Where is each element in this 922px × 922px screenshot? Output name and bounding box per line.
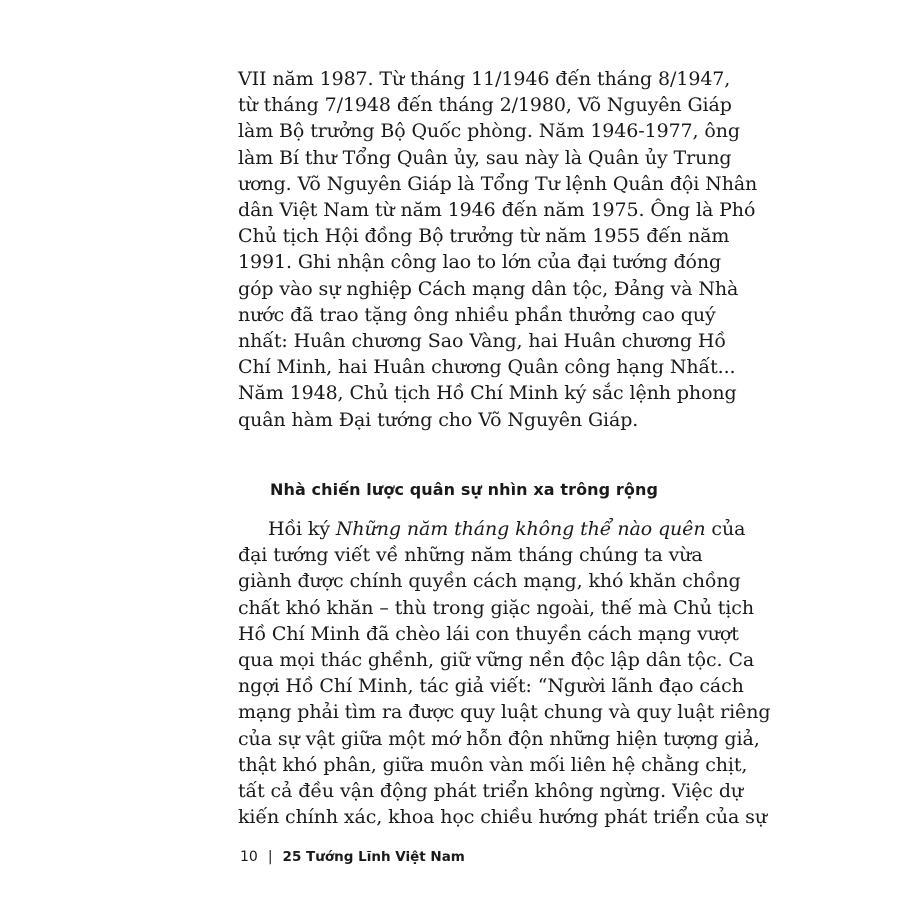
text-line: chất khó khăn – thù trong giặc ngoài, thế mà Chủ tịch: [238, 596, 754, 619]
text-line: Chí Minh, hai Huân chương Quân công hạng Nhất...: [238, 356, 736, 379]
text-line: nhất: Huân chương Sao Vàng, hai Huân chương Hồ: [238, 330, 726, 353]
text-line: làm Bí thư Tổng Quân ủy, sau này là Quân ủy Trung: [238, 146, 732, 169]
text-line: thật khó phân, giữa muôn vàn mối liên hệ chằng chịt,: [238, 753, 748, 776]
paragraph-biography: [238, 66, 758, 433]
paragraph-memoir: [238, 516, 771, 830]
book-title-italic: Những năm tháng không thể nào quên: [335, 518, 706, 540]
text-line: Chủ tịch Hội đồng Bộ trưởng từ năm 1955 đến năm: [238, 225, 730, 248]
book-title: 25 Tướng Lĩnh Việt Nam: [282, 849, 465, 865]
text-line: Năm 1948, Chủ tịch Hồ Chí Minh ký sắc lệnh phong: [238, 382, 737, 405]
section-heading: Nhà chiến lược quân sự nhìn xa trông rộng: [269, 480, 658, 499]
text-line: quân hàm Đại tướng cho Võ Nguyên Giáp.: [238, 408, 639, 431]
text-line: góp vào sự nghiệp Cách mạng dân tộc, Đảng và Nhà: [238, 277, 739, 300]
text-line-first: [238, 516, 746, 542]
text-line: làm Bộ trưởng Bộ Quốc phòng. Năm 1946-1977, ông: [238, 120, 740, 143]
text-line: nước đã trao tặng ông nhiều phần thưởng cao quý: [238, 303, 716, 326]
text-line: từ tháng 7/1948 đến tháng 2/1980, Võ Nguyên Giáp: [238, 94, 732, 117]
text-line: giành được chính quyền cách mạng, khó khăn chồng: [238, 570, 741, 593]
text-fragment: Hồi ký: [268, 518, 336, 540]
text-fragment: của: [705, 518, 746, 540]
footer-separator: |: [267, 849, 273, 865]
text-line: VII năm 1987. Từ tháng 11/1946 đến tháng 8/1947,: [238, 68, 731, 90]
page-footer: [240, 849, 465, 865]
text-line: ương. Võ Nguyên Giáp là Tổng Tư lệnh Quân đội Nhân: [238, 172, 758, 195]
text-line: Hồ Chí Minh đã chèo lái con thuyền cách mạng vượt: [238, 622, 739, 645]
text-line: dân Việt Nam từ năm 1946 đến năm 1975. Ông là Phó: [238, 199, 756, 222]
text-line: kiến chính xác, khoa học chiều hướng phát triển của sự: [238, 806, 767, 829]
page-number: 10: [240, 849, 258, 865]
text-line: đại tướng viết về những năm tháng chúng ta vừa: [238, 544, 703, 567]
text-line: qua mọi thác ghềnh, giữ vững nền độc lập dân tộc. Ca: [238, 649, 755, 672]
text-line: mạng phải tìm ra được quy luật chung và quy luật riêng: [238, 701, 771, 724]
text-line: của sự vật giữa một mớ hỗn độn những hiện tượng giả,: [238, 727, 760, 750]
text-line: tất cả đều vận động phát triển không ngừng. Việc dự: [238, 780, 744, 803]
text-line: 1991. Ghi nhận công lao to lớn của đại tướng đóng: [238, 251, 722, 274]
text-line: ngợi Hồ Chí Minh, tác giả viết: “Người lãnh đạo cách: [238, 675, 744, 698]
